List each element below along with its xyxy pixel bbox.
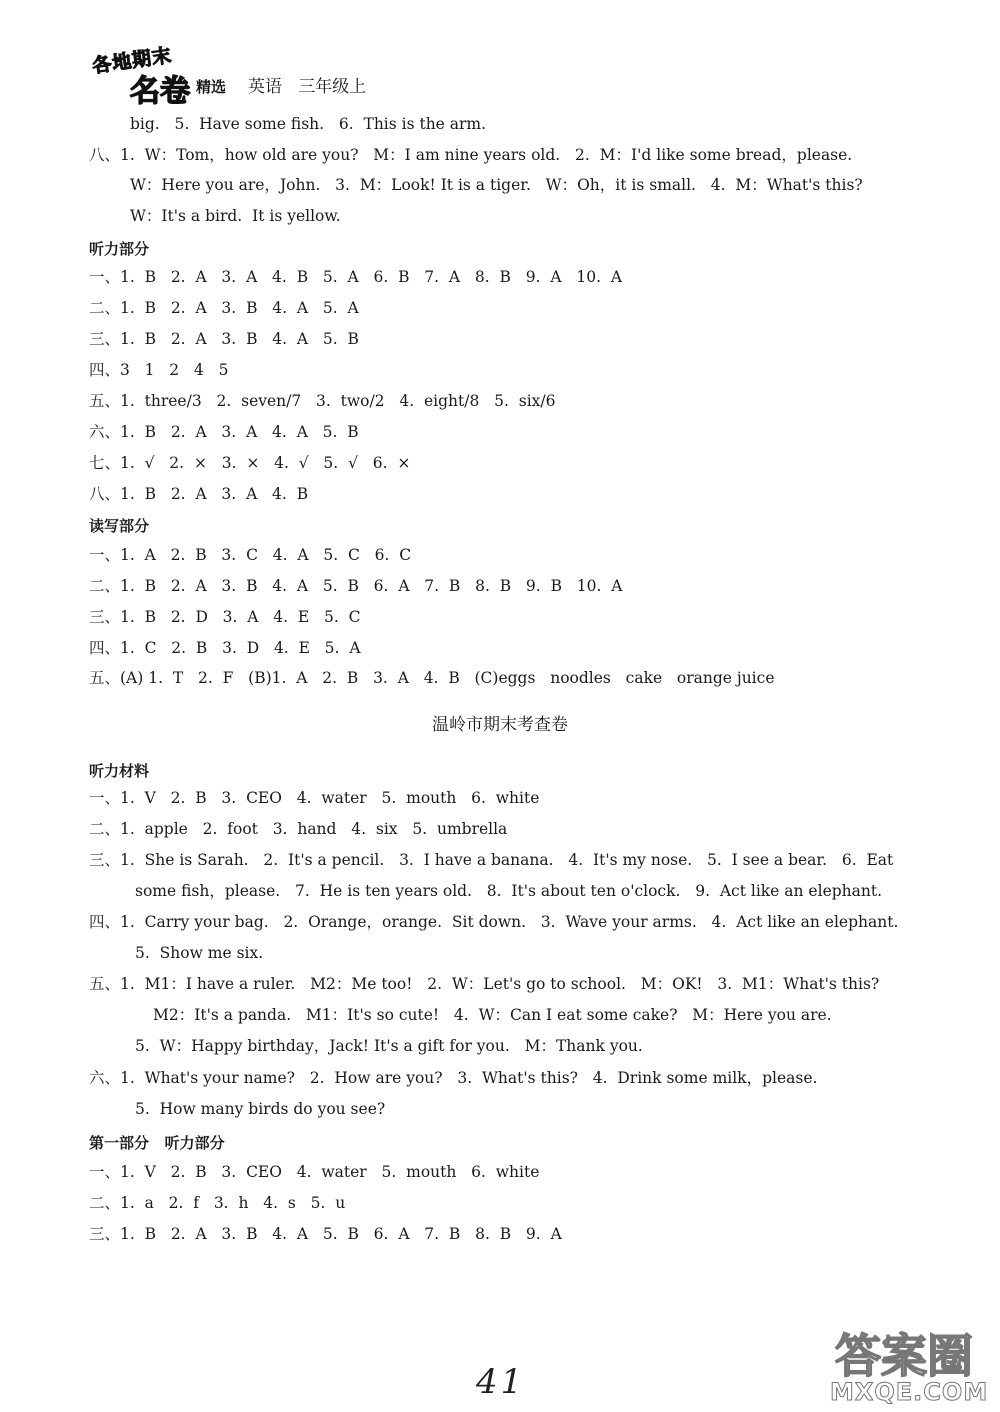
logo-text-line1: 各地期末 xyxy=(91,44,174,78)
answer-line: 5. W：Happy birthday，Jack! It's a gift for you. M：Thank you. xyxy=(135,1037,643,1055)
answer-line: M2：It's a panda. M1：It's so cute! 4. W：Can I eat some cake? M：Here you are. xyxy=(153,1006,832,1024)
section-heading: 听力材料 xyxy=(89,762,150,780)
answer-line: 一、1. A 2. B 3. C 4. A 5. C 6. C xyxy=(89,546,412,564)
answer-line: W：Here you are，John. 3. M：Look! It is a tiger. W：Oh，it is small. 4. M：What's this? xyxy=(130,176,863,194)
answer-line: 四、1. Carry your bag. 2. Orange，orange. Sit down. 3. Wave your arms. 4. Act like an elephant. xyxy=(89,913,899,931)
page-number: 41 xyxy=(476,1362,526,1402)
answer-line: W：It's a bird. It is yellow. xyxy=(130,207,341,225)
answer-line: some fish，please. 7. He is ten years old. 8. It's about ten o'clock. 9. Act like an elephant. xyxy=(135,882,883,900)
answer-line: big. 5. Have some fish. 6. This is the arm. xyxy=(130,115,487,133)
answer-line: 七、1. √ 2. × 3. × 4. √ 5. √ 6. × xyxy=(89,454,411,472)
answer-line: 一、1. V 2. B 3. CEO 4. water 5. mouth 6. white xyxy=(89,789,540,807)
answer-line: 八、1. B 2. A 3. A 4. B xyxy=(89,485,309,503)
watermark-logo xyxy=(830,1320,1000,1410)
watermark-url: MXQE.COM xyxy=(830,1378,989,1406)
section-heading: 读写部分 xyxy=(89,517,150,535)
logo-text-line2: 名卷 xyxy=(130,74,190,109)
answer-line: 一、1. B 2. A 3. A 4. B 5. A 6. B 7. A 8. B 9. A 10. A xyxy=(89,268,623,286)
subject-grade: 英语 三年级上 xyxy=(248,77,367,97)
section-heading: 第一部分 听力部分 xyxy=(89,1134,225,1152)
answer-line: 三、1. B 2. D 3. A 4. E 5. C xyxy=(89,608,361,626)
answer-line: 四、1. C 2. B 3. D 4. E 5. A xyxy=(89,639,361,657)
exam-title: 温岭市期末考查卷 xyxy=(432,715,568,735)
page-header xyxy=(88,44,588,109)
answer-line: 5. How many birds do you see? xyxy=(135,1100,386,1118)
answer-line: 二、1. a 2. f 3. h 4. s 5. u xyxy=(89,1194,346,1212)
answer-line: 三、1. She is Sarah. 2. It's a pencil. 3. I have a banana. 4. It's my nose. 5. I see a bear. 6. Eat xyxy=(89,851,894,869)
section-heading: 听力部分 xyxy=(89,240,150,258)
answer-line: 六、1. B 2. A 3. A 4. A 5. B xyxy=(89,423,359,441)
watermark-text: 答案圈 xyxy=(835,1329,973,1383)
answer-line: 三、1. B 2. A 3. B 4. A 5. B xyxy=(89,330,359,348)
answer-line: 五、(A) 1. T 2. F (B)1. A 2. B 3. A 4. B (C)eggs noodles cake orange juice xyxy=(89,669,775,687)
answer-line: 二、1. B 2. A 3. B 4. A 5. B 6. A 7. B 8. B 9. B 10. A xyxy=(89,577,623,595)
answer-line: 二、1. apple 2. foot 3. hand 4. six 5. umbrella xyxy=(89,820,508,838)
logo-text-line3: 精选 xyxy=(196,78,227,96)
answer-line: 5. Show me six. xyxy=(135,944,264,962)
answer-line: 五、1. M1：I have a ruler. M2：Me too! 2. W：Let's go to school. M：OK! 3. M1：What's this? xyxy=(89,975,880,993)
answer-line: 六、1. What's your name? 2. How are you? 3. What's this? 4. Drink some milk，please. xyxy=(89,1069,818,1087)
answer-line: 一、1. V 2. B 3. CEO 4. water 5. mouth 6. white xyxy=(89,1163,540,1181)
answer-line: 八、1. W：Tom，how old are you? M：I am nine years old. 2. M：I'd like some bread，please. xyxy=(89,146,853,164)
series-logo xyxy=(88,44,243,109)
answer-line: 五、1. three/3 2. seven/7 3. two/2 4. eight/8 5. six/6 xyxy=(89,392,556,410)
answer-line: 四、3 1 2 4 5 xyxy=(89,361,229,379)
answer-line: 二、1. B 2. A 3. B 4. A 5. A xyxy=(89,299,359,317)
answer-line: 三、1. B 2. A 3. B 4. A 5. B 6. A 7. B 8. B 9. A xyxy=(89,1225,562,1243)
